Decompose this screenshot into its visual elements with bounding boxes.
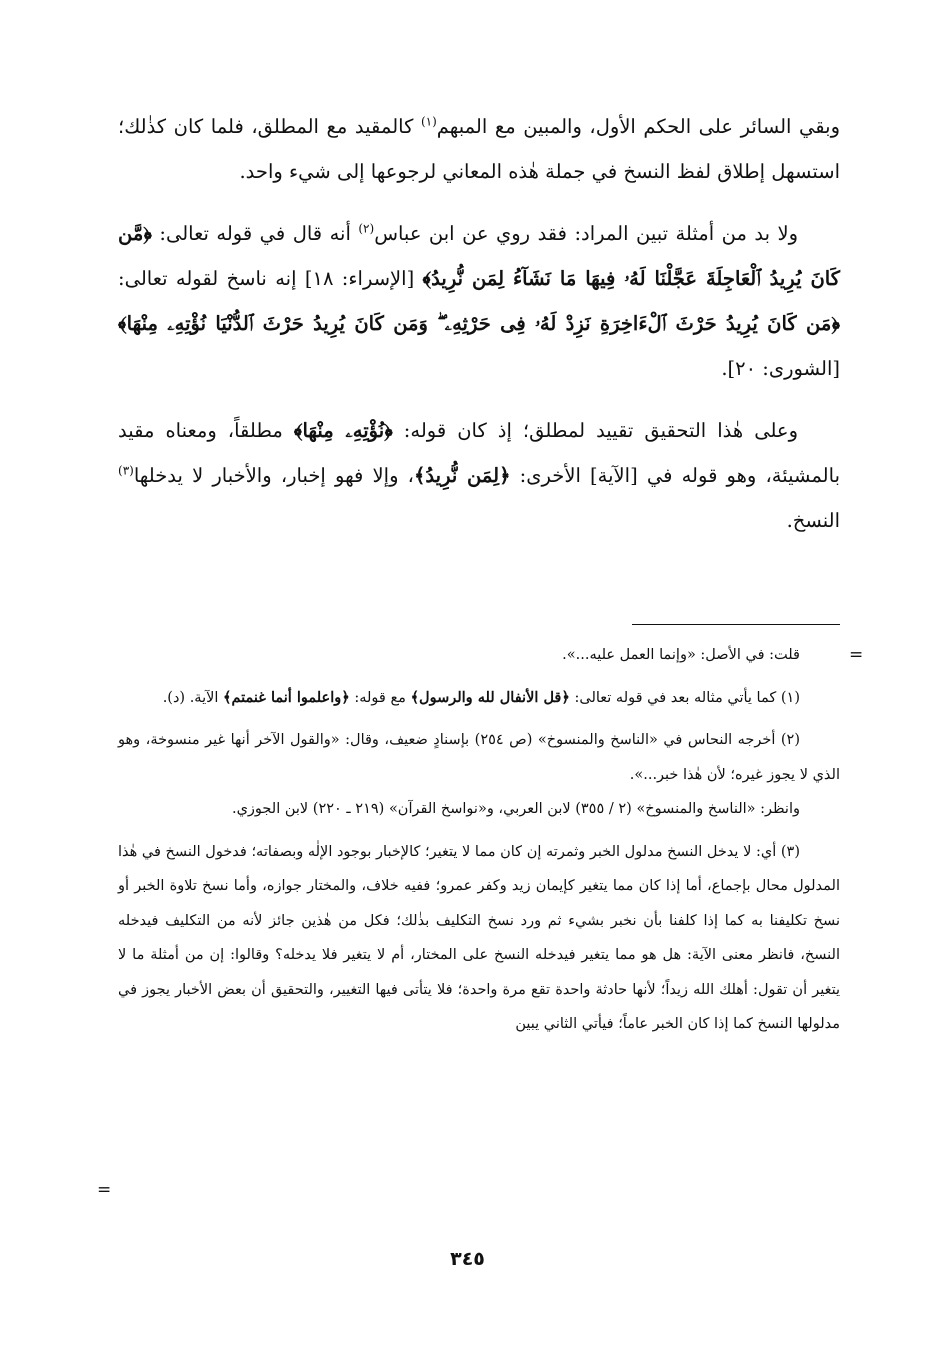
text-run: كالمقيد مع المطلق، فلما كان كذٰلك؛ استسهل إطلاق لفظ النسخ في جملة هٰذه المعاني لرجوعها إلى شيء واحد. <box>118 115 840 183</box>
footnote-separator <box>632 624 840 625</box>
text-run: (١) كما يأتي مثاله بعد في قوله تعالى: <box>569 689 800 706</box>
footnote-3: (٣) أي: لا يدخل النسخ مدلول الخبر وثمرته إن كان مما لا يتغير؛ كالإخبار بوجود الإلٰه وبصفاته؛ فدخول النسخ في هٰذا المدلول محال بإجماع، أما إذا كان مما يتغير كإيمان زيد وكفر عمرو؛ ففيه خلاف، والمختار جوازه، وأما نسخ تلاوة الخبر أو نسخ تكليفنا به كما إذا كلفنا بأن نخبر بشيء ثم ورد نسخ التكليف بذٰلك؛ فكل من هٰذين جائز لأنه من التكليف فيدخله النسخ، فانظر معنى الآية: هل هو مما يتغير فيدخله النسخ على المختار، أم لا يتغير فلا يدخله؟ وقالوا: إن من أمثلة ما لا يتغير أن تقول: أهلك الله زيداً؛ لأنها حادثة واحدة تقع مرة واحدة؛ فلا يتأتى فيها التغيير، والتحقيق أن بعض الأخبار يجوز في مدلولها النسخ كما إذا كان الخبر عاماً؛ فيأتي الثاني يبين <box>118 843 840 1032</box>
quran-verse: ﴿مَّن كَانَ يُرِيدُ ٱلْعَاجِلَةَ عَجَّلْنَا لَهُۥ فِيهَا مَا نَشَآءُ لِمَن نُّرِيدُ﴾ <box>118 222 840 290</box>
text-run: ، وإلا فهو إخبار، والأخبار لا يدخلها <box>133 464 414 487</box>
text-run: [الإسراء: ١٨] إنه ناسخ لقوله تعالى: <box>118 267 423 290</box>
main-text <box>118 104 840 560</box>
quran-verse: ﴿لِمَن نُّرِيدُ﴾ <box>413 464 511 487</box>
footnote-ref-3[interactable]: (٣) <box>118 463 134 478</box>
page-number: ٣٤٥ <box>450 1248 485 1270</box>
continuation-marker-bottom: = <box>97 1180 112 1200</box>
footnote-ref-2[interactable]: (٢) <box>358 221 375 236</box>
quran-verse: ﴿مَن كَانَ يُرِيدُ حَرْثَ ٱلْءَاخِرَةِ نَزِدْ لَهُۥ فِى حَرْثِهِۦ ۖ وَمَن كَانَ يُرِيدُ حَرْثَ ٱلدُّنْيَا نُؤْتِهِۦ مِنْهَا﴾ <box>118 312 840 335</box>
paragraph-2 <box>118 211 840 391</box>
footnote-ref-1[interactable]: (١) <box>420 114 437 129</box>
quran-verse: ﴿قل الأنفال لله والرسول﴾ <box>410 688 570 706</box>
text-run: أنه قال في قوله تعالى: <box>151 222 359 245</box>
footnote-2: (٢) أخرجه النحاس في «الناسخ والمنسوخ» (ص ٢٥٤) بإسنادٍ ضعيف، وقال: «والقول الآخر أنها غير منسوخة، وهو الذي لا يجوز غيره؛ لأن هٰذا خبر...». <box>118 732 840 783</box>
footnote-2-continued: وانظر: «الناسخ والمنسوخ» (٢ / ٣٥٥) لابن العربي، و«نواسخ القرآن» (٢١٩ ـ ٢٢٠) لابن الجوزي. <box>231 801 800 817</box>
continuation-marker: = <box>849 645 864 665</box>
paragraph-3 <box>118 408 840 543</box>
text-run: مع قوله: <box>349 689 411 706</box>
footnotes <box>118 638 840 1050</box>
paragraph-1 <box>118 104 840 194</box>
footnote-1 <box>118 681 840 716</box>
text-run: وعلى هٰذا التحقيق تقييد لمطلق؛ إذ كان قوله: <box>392 419 798 442</box>
text-run: [الشورى: ٢٠]. <box>721 357 840 380</box>
footnote-carryover: قلت: في الأصل: «وإنما العمل عليه...». <box>562 647 800 663</box>
text-run: ولا بد من أمثلة تبين المراد: فقد روي عن ابن عباس <box>374 222 799 245</box>
quran-verse: ﴿واعلموا أنما غنمتم﴾ <box>223 688 350 706</box>
text-run: مطلقاً، ومعناه مقيد بالمشيئة، وهو قوله في [الآية] الأخرى: <box>118 419 840 487</box>
text-run: الآية. (د). <box>162 689 224 706</box>
quran-verse: ﴿نُؤْتِهِۦ مِنْهَا﴾ <box>293 419 393 442</box>
text-run: النسخ. <box>786 509 840 532</box>
text-run: وبقي السائر على الحكم الأول، والمبين مع المبهم <box>436 115 841 138</box>
